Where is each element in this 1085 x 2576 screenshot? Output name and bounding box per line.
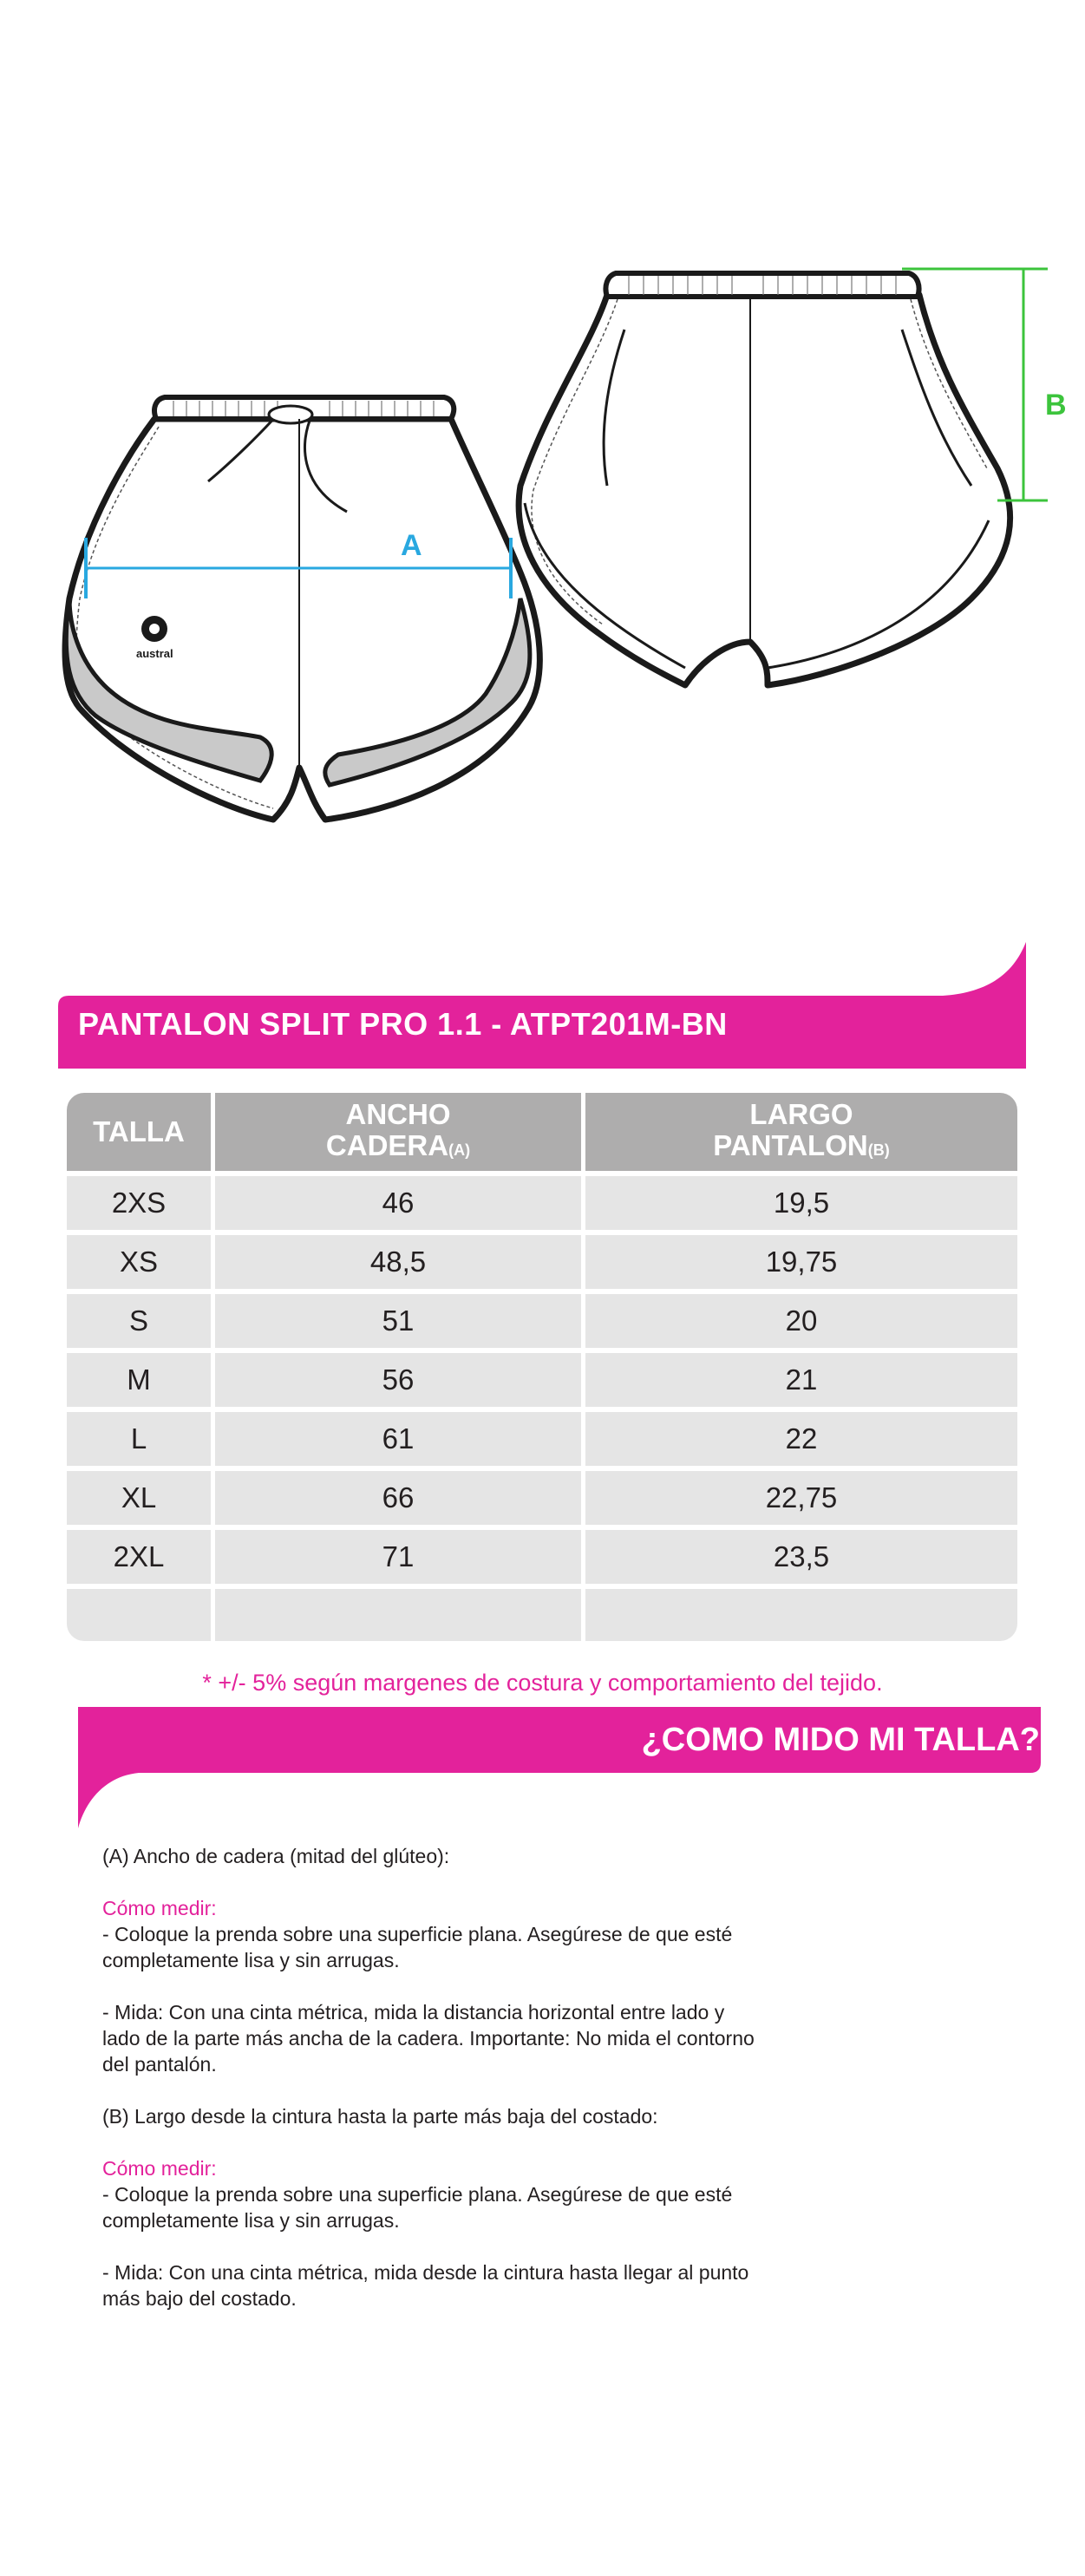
length-cell: 19,5 xyxy=(585,1171,1017,1230)
size-table xyxy=(67,1093,1017,1641)
measure-b-step-2: - Mida: Con una cinta métrica, mida desde la cintura hasta llegar al punto más bajo del costado. xyxy=(102,2261,749,2310)
svg-text:B: B xyxy=(1045,389,1067,422)
length-cell: 23,5 xyxy=(585,1525,1017,1584)
column-header-ancho-cadera: ANCHO CADERA(A) xyxy=(215,1093,585,1171)
measure-b-title: (B) Largo desde la cintura hasta la parte más baja del costado: xyxy=(102,2105,658,2128)
length-cell: 22 xyxy=(585,1407,1017,1466)
hip-width-cell: 48,5 xyxy=(215,1230,585,1289)
size-cell: 2XS xyxy=(67,1171,215,1230)
table-row xyxy=(67,1171,1017,1230)
title-banner xyxy=(58,942,1026,1069)
size-cell xyxy=(67,1584,215,1641)
length-cell: 22,75 xyxy=(585,1466,1017,1525)
table-row xyxy=(67,1230,1017,1289)
size-cell: XS xyxy=(67,1230,215,1289)
measurement-instructions xyxy=(102,1843,761,2337)
how-to-measure-title: ¿COMO MIDO MI TALLA? xyxy=(641,1722,1040,1758)
measure-b-step-1: - Coloque la prenda sobre una superficie plana. Asegúrese de que esté completamente lisa y sin arrugas. xyxy=(102,2183,733,2232)
length-cell: 19,75 xyxy=(585,1230,1017,1289)
measure-a-step-1: - Coloque la prenda sobre una superficie plana. Asegúrese de que esté completamente lisa y sin arrugas. xyxy=(102,1923,733,1971)
page-title: PANTALON SPLIT PRO 1.1 - ATPT201M-BN xyxy=(78,1006,728,1042)
front-shorts-illustration xyxy=(65,397,539,820)
hip-width-cell: 71 xyxy=(215,1525,585,1584)
back-shorts-illustration xyxy=(519,269,1066,685)
table-row xyxy=(67,1407,1017,1466)
length-cell xyxy=(585,1584,1017,1641)
column-header-talla: TALLA xyxy=(67,1093,215,1171)
size-cell: S xyxy=(67,1289,215,1348)
column-header-largo-pantalon: LARGO PANTALON(B) xyxy=(585,1093,1017,1171)
size-cell: 2XL xyxy=(67,1525,215,1584)
size-cell: L xyxy=(67,1407,215,1466)
measure-b-how-label: Cómo medir: xyxy=(102,2157,217,2180)
svg-text:austral: austral xyxy=(136,647,173,660)
length-cell: 21 xyxy=(585,1348,1017,1407)
table-row xyxy=(67,1525,1017,1584)
table-row xyxy=(67,1289,1017,1348)
hip-width-cell: 46 xyxy=(215,1171,585,1230)
table-row xyxy=(67,1466,1017,1525)
tolerance-note: * +/- 5% según margenes de costura y comportamiento del tejido. xyxy=(202,1670,883,1696)
svg-text:A: A xyxy=(401,529,422,562)
measure-a-title: (A) Ancho de cadera (mitad del glúteo): xyxy=(102,1845,450,1867)
hip-width-cell: 56 xyxy=(215,1348,585,1407)
hip-width-cell: 66 xyxy=(215,1466,585,1525)
length-cell: 20 xyxy=(585,1289,1017,1348)
size-cell: XL xyxy=(67,1466,215,1525)
shorts-diagram xyxy=(0,0,1085,867)
table-row xyxy=(67,1348,1017,1407)
hip-width-cell xyxy=(215,1584,585,1641)
hip-width-cell: 61 xyxy=(215,1407,585,1466)
table-header-row xyxy=(67,1093,1017,1171)
table-row xyxy=(67,1584,1017,1641)
hip-width-cell: 51 xyxy=(215,1289,585,1348)
measure-a-step-2: - Mida: Con una cinta métrica, mida la distancia horizontal entre lado y lado de la parte más ancha de la cadera. Importante: No mida el contorno del pantalón. xyxy=(102,2001,755,2076)
size-cell: M xyxy=(67,1348,215,1407)
measure-a-how-label: Cómo medir: xyxy=(102,1897,217,1919)
